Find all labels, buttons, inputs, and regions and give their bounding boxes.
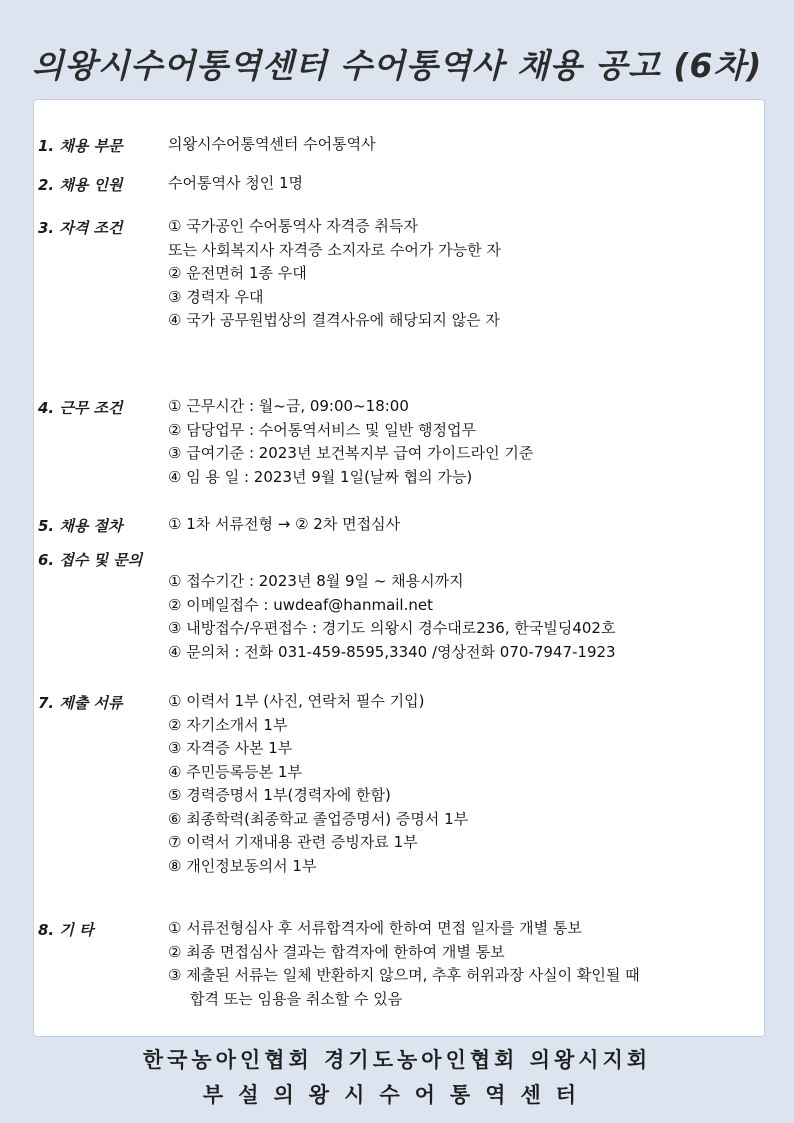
section-line: 합격 또는 임용을 취소할 수 있음 <box>190 989 403 1008</box>
section-line: ② 자기소개서 1부 <box>168 715 288 734</box>
section-line: ④ 주민등록등본 1부 <box>168 762 302 781</box>
notice-panel <box>33 99 765 1037</box>
section-line: 또는 사회복지사 자격증 소지자로 수어가 가능한 자 <box>168 240 501 259</box>
section-line: ④ 국가 공무원법상의 결격사유에 해당되지 않은 자 <box>168 311 500 329</box>
section-line: ③ 자격증 사본 1부 <box>168 739 293 757</box>
section-label: 6. 접수 및 문의 <box>38 551 143 569</box>
section-line: ⑧ 개인정보동의서 1부 <box>168 856 317 875</box>
section-line: ② 이메일접수 : uwdeaf@hanmail.net <box>168 595 433 614</box>
page-title: 의왕시수어통역센터 수어통역사 채용 공고 (6차) <box>31 46 763 85</box>
section-line: ③ 급여기준 : 2023년 보건복지부 급여 가이드라인 기준 <box>168 444 534 462</box>
section-line: ⑤ 경력증명서 1부(경력자에 한함) <box>168 786 391 804</box>
footer-affiliate: 부설의왕시수어통역센터 <box>202 1083 592 1107</box>
section-line: ② 운전면허 1종 우대 <box>168 264 307 282</box>
section-line: ① 이력서 1부 (사진, 연락처 필수 기입) <box>168 692 425 710</box>
section-line: ③ 경력자 우대 <box>168 287 264 306</box>
section-line: ③ 제출된 서류는 일체 반환하지 않으며, 추후 허위과장 사실이 확인될 때 <box>168 966 640 984</box>
section-line: ⑥ 최종학력(최종학교 졸업증명서) 증명서 1부 <box>168 809 469 828</box>
section-line: ① 접수기간 : 2023년 8월 9일 ~ 채용시까지 <box>168 572 464 590</box>
section-line: ② 최종 면접심사 결과는 합격자에 한하여 개별 통보 <box>168 942 505 961</box>
section-label: 7. 제출 서류 <box>38 694 123 712</box>
section-label: 8. 기 타 <box>38 921 94 939</box>
section-line: 의왕시수어통역센터 수어통역사 <box>168 135 376 153</box>
section-line: ② 담당업무 : 수어통역서비스 및 일반 행정업무 <box>168 420 476 439</box>
footer-organization: 한국농아인협회 경기도농아인협회 의왕시지회 <box>142 1048 652 1072</box>
section-line: ④ 임 용 일 : 2023년 9월 1일(날짜 협의 가능) <box>168 467 473 486</box>
section-line: ① 근무시간 : 월~금, 09:00~18:00 <box>168 397 409 415</box>
section-label: 4. 근무 조건 <box>38 399 123 417</box>
section-line: ① 1차 서류전형 → ② 2차 면접심사 <box>168 515 401 533</box>
section-label: 1. 채용 부문 <box>38 137 123 155</box>
section-line: ① 국가공인 수어통역사 자격증 취득자 <box>168 217 418 235</box>
section-line: ⑦ 이력서 기재내용 관련 증빙자료 1부 <box>168 833 418 851</box>
section-line: ① 서류전형심사 후 서류합격자에 한하여 면접 일자를 개별 통보 <box>168 919 582 937</box>
section-line: 수어통역사 청인 1명 <box>168 174 304 192</box>
section-label: 5. 채용 절차 <box>38 517 123 535</box>
section-line: ④ 문의처 : 전화 031-459-8595,3340 /영상전화 070-7947-1923 <box>168 642 616 661</box>
section-line: ③ 내방접수/우편접수 : 경기도 의왕시 경수대로236, 한국빌딩402호 <box>168 619 616 637</box>
section-label: 3. 자격 조건 <box>38 219 123 237</box>
section-label: 2. 채용 인원 <box>38 176 123 194</box>
